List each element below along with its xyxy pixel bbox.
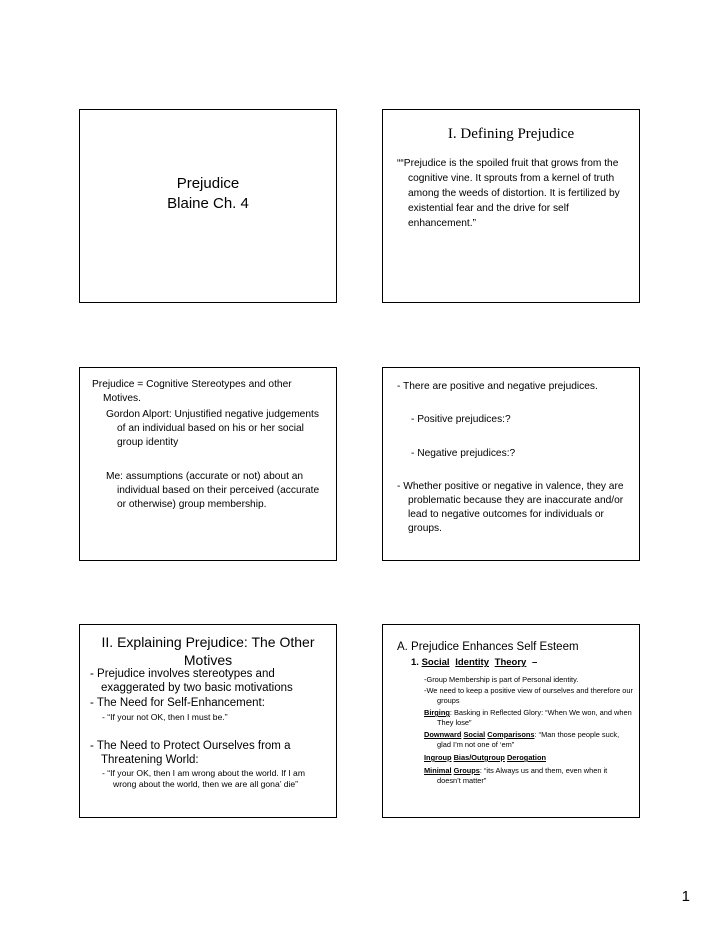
- groups-word: Groups: [453, 766, 480, 775]
- slide-6: [382, 624, 640, 818]
- birging-text: : Basking in Reflected Glory: “When We won, and when They lose”: [437, 708, 632, 727]
- sub-bullet-not-ok: - “If your not OK, then I must be.”: [102, 712, 228, 722]
- page-number: 1: [681, 888, 690, 905]
- item-dash: –: [531, 657, 538, 668]
- point-ingroup-bias: [424, 753, 633, 763]
- birging-label: Birging: [424, 708, 450, 717]
- point-downward-comparisons: [424, 730, 633, 750]
- slide-6-heading: A. Prejudice Enhances Self Esteem: [397, 641, 579, 653]
- minimal-word: Minimal: [424, 766, 452, 775]
- downward-word: Downward: [424, 730, 462, 739]
- negative-prejudices-line: - Negative prejudices:?: [411, 448, 516, 459]
- bullet-motivations: - Prejudice involves stereotypes and exaggerated by two basic motivations: [90, 668, 293, 694]
- title-line-1: Prejudice: [176, 175, 240, 192]
- bias-outgroup-word: Bias/Outgroup: [453, 753, 505, 762]
- prejudice-definition: Prejudice = Cognitive Stereotypes and other Motives.: [92, 379, 292, 404]
- point-positive-view: -We need to keep a positive view of ourselves and therefore our groups: [424, 686, 633, 705]
- item-word-theory: Theory: [494, 657, 527, 668]
- item-number: 1.: [411, 657, 419, 668]
- minimal-groups-text: : “its Always us and them, even when it doesn’t matter”: [437, 766, 608, 785]
- slide-2-title: I. Defining Prejudice: [447, 126, 575, 142]
- item-word-social: Social: [421, 657, 450, 668]
- valence-line: - Whether positive or negative in valence, they are problematic because they are inaccurate and/or lead to negative outcomes for individuals or groups.: [397, 481, 624, 534]
- author-definition: Me: assumptions (accurate or not) about an individual based on their perceived (accurate or otherwise) group membership.: [106, 471, 320, 510]
- bullet-self-enhancement: - The Need for Self-Enhancement:: [90, 697, 265, 709]
- social-identity-theory-item: [411, 657, 537, 668]
- bullet-protect: - The Need to Protect Ourselves from a Threatening World:: [90, 740, 291, 766]
- slide-3: [79, 367, 337, 561]
- ingroup-word: Ingroup: [424, 753, 452, 762]
- point-group-membership: -Group Membership is part of Personal identity.: [424, 675, 579, 684]
- prejudice-quote: ““Prejudice is the spoiled fruit that grows from the cognitive vine. It sprouts from a kernel of truth among the weeds of distortion. It is fertilized by existential fear and the drive for self enhancement.”: [397, 158, 620, 229]
- point-minimal-groups: [424, 766, 633, 786]
- slide-1: [79, 109, 337, 303]
- positive-negative-line: - There are positive and negative prejudices.: [397, 381, 598, 392]
- derogation-word: Derogation: [506, 753, 546, 762]
- alport-definition: Gordon Alport: Unjustified negative judgements of an individual based on his or her social group identity: [106, 409, 319, 448]
- item-word-identity: Identity: [455, 657, 489, 668]
- comparisons-word: Comparisons: [487, 730, 535, 739]
- slide-1-title: [80, 174, 336, 214]
- slide-5: [79, 624, 337, 818]
- slide-5-title: II. Explaining Prejudice: The Other Motives: [101, 634, 315, 668]
- point-birging: [424, 708, 633, 728]
- social-word: Social: [463, 730, 486, 739]
- title-line-2: Blaine Ch. 4: [167, 195, 249, 212]
- positive-prejudices-line: - Positive prejudices:?: [411, 414, 511, 425]
- slide-4: [382, 367, 640, 561]
- slide-2: [382, 109, 640, 303]
- downward-text: : “Man those people suck, glad I’m not one of ‘em”: [437, 730, 620, 749]
- sub-bullet-world: - “If your OK, then I am wrong about the world. If I am wrong about the world, then we are all gona’ die”: [102, 768, 305, 789]
